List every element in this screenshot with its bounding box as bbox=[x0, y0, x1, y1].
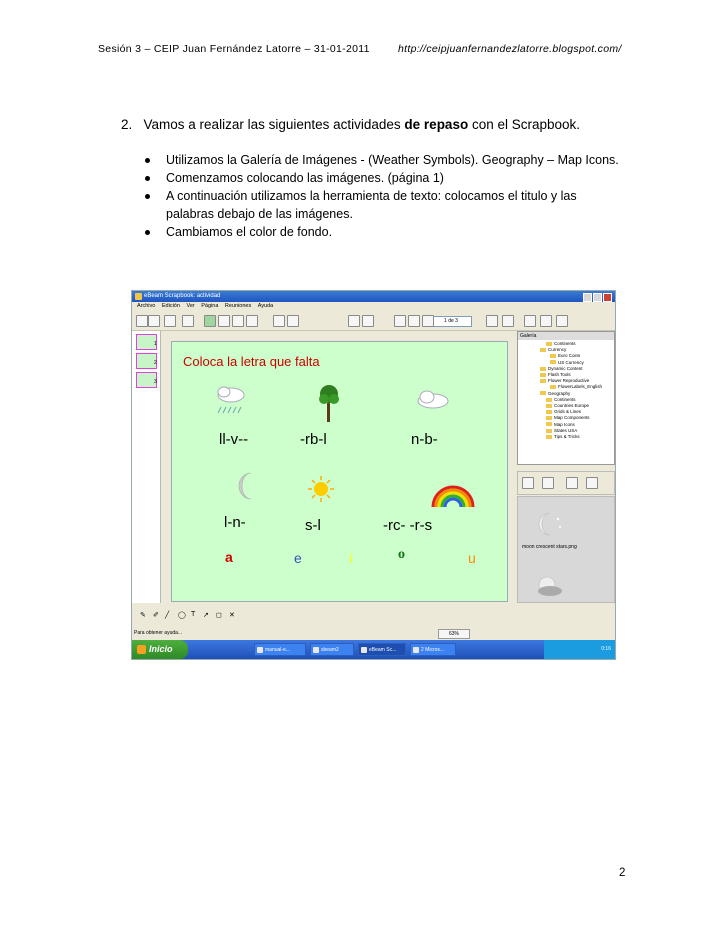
gallery-item[interactable]: Flower Reproductive bbox=[540, 378, 592, 384]
gallery-icon[interactable] bbox=[486, 315, 498, 327]
step-number: 2. bbox=[121, 117, 133, 132]
first-page-icon[interactable] bbox=[273, 315, 285, 327]
pen-icon[interactable]: ✎ bbox=[140, 612, 146, 619]
window-title: eBeam Scrapbook: actividad bbox=[144, 293, 221, 299]
scrapbook-canvas[interactable] bbox=[171, 341, 508, 602]
gallery-item[interactable]: Euro Coins bbox=[550, 353, 602, 359]
menu-bar bbox=[132, 302, 615, 311]
gallery-item[interactable]: Map Icons bbox=[546, 422, 598, 428]
system-tray bbox=[544, 640, 615, 659]
highlighter-icon[interactable]: ✐ bbox=[153, 612, 159, 619]
page-header-url: http://ceipjuanfernandezlatorre.blogspot.com/ bbox=[398, 43, 622, 55]
gallery-item[interactable]: Grids & Lines bbox=[546, 409, 598, 415]
shape-icon[interactable]: ◯ bbox=[178, 612, 186, 619]
gallery-preview-toolbar bbox=[517, 471, 615, 495]
sun-icon[interactable] bbox=[307, 475, 335, 503]
capture-icon[interactable] bbox=[524, 315, 536, 327]
gallery-tree bbox=[524, 341, 603, 440]
gallery-item[interactable]: Countries Europe bbox=[546, 403, 598, 409]
gallery-title: Galería bbox=[518, 332, 614, 340]
letter-e[interactable]: e bbox=[294, 550, 302, 566]
zoom-level: 63% bbox=[438, 629, 470, 639]
letter-a[interactable]: a bbox=[225, 549, 233, 565]
eraser-icon[interactable]: ◻ bbox=[216, 612, 222, 619]
step-text-bold: de repaso bbox=[404, 117, 469, 132]
instruction-item: Utilizamos la Galería de Imágenes - (Weather Symbols). Geography – Map Icons. bbox=[145, 151, 620, 169]
gallery-item[interactable]: Continents bbox=[546, 397, 598, 403]
word-arco-iris[interactable]: -rc- -r-s bbox=[383, 517, 433, 534]
step-text-before: Vamos a realizar las siguientes actividades bbox=[143, 117, 405, 132]
gallery-item[interactable]: Tips & Tricks bbox=[546, 434, 598, 440]
gallery-item[interactable]: FlowerLabels_English bbox=[550, 384, 602, 390]
cloud-icon[interactable] bbox=[415, 387, 451, 409]
close-tool-icon[interactable]: ✕ bbox=[229, 612, 235, 619]
gallery-back-icon[interactable] bbox=[522, 477, 534, 489]
instruction-item: A continuación utilizamos la herramienta de texto: colocamos el titulo y las palabras debajo de las imágenes. bbox=[145, 187, 620, 223]
close-icon[interactable] bbox=[603, 293, 612, 302]
gallery-panel bbox=[517, 331, 615, 465]
gallery-item[interactable]: Continents bbox=[546, 341, 598, 347]
start-button[interactable]: Inicio bbox=[132, 640, 188, 659]
screen-icon[interactable] bbox=[182, 315, 194, 327]
status-bar bbox=[132, 628, 615, 638]
bullet-icon bbox=[145, 194, 150, 199]
gallery-item[interactable]: Currency bbox=[540, 347, 592, 353]
word-arbol[interactable]: -rb-l bbox=[300, 431, 327, 448]
last-page-icon[interactable] bbox=[362, 315, 374, 327]
task-sbeam[interactable]: sbeam2 bbox=[310, 643, 354, 656]
task-word[interactable]: 2 Micros... bbox=[410, 643, 456, 656]
add-page-icon[interactable] bbox=[204, 315, 216, 327]
gallery-import-icon[interactable] bbox=[566, 477, 578, 489]
instruction-list bbox=[145, 151, 620, 241]
drawing-toolbar bbox=[132, 611, 615, 621]
moon-stars-thumb-icon[interactable] bbox=[534, 511, 564, 537]
view-icon[interactable] bbox=[164, 315, 176, 327]
rain-cloud-icon[interactable] bbox=[214, 383, 254, 415]
task-ebeam[interactable]: eBeam Sc... bbox=[358, 643, 406, 656]
slide-thumbnails: 1 2 3 bbox=[132, 331, 161, 603]
moon-cloud-thumb-icon[interactable] bbox=[534, 575, 564, 599]
images-icon[interactable] bbox=[502, 315, 514, 327]
clear-icon[interactable] bbox=[422, 315, 434, 327]
gallery-item[interactable]: States USA bbox=[546, 428, 598, 434]
minimize-icon[interactable] bbox=[583, 293, 592, 302]
canvas-title: Coloca la letra que falta bbox=[183, 354, 320, 369]
gallery-item[interactable]: Flash Tools bbox=[540, 372, 592, 378]
menu-edicion[interactable]: Edición bbox=[161, 303, 180, 309]
gallery-delete-icon[interactable] bbox=[542, 477, 554, 489]
delete-page-icon[interactable] bbox=[246, 315, 258, 327]
gallery-item[interactable]: Dynamic Content bbox=[540, 366, 592, 372]
windows-logo-icon bbox=[137, 645, 146, 654]
bullet-icon bbox=[145, 230, 150, 235]
bullet-icon bbox=[145, 158, 150, 163]
tree-icon[interactable] bbox=[317, 383, 341, 423]
gallery-item[interactable]: Map Components bbox=[546, 415, 598, 421]
undo-icon[interactable] bbox=[394, 315, 406, 327]
prev-page-icon[interactable] bbox=[287, 315, 299, 327]
word-lluvia[interactable]: ll-v-- bbox=[219, 431, 249, 448]
moon-icon[interactable] bbox=[237, 471, 257, 501]
letter-i[interactable]: i bbox=[349, 550, 353, 566]
word-sol[interactable]: s-l bbox=[305, 517, 321, 534]
window-titlebar bbox=[132, 291, 615, 302]
paste-page-icon[interactable] bbox=[232, 315, 244, 327]
instruction-item: Cambiamos el color de fondo. bbox=[145, 223, 620, 241]
windows-taskbar bbox=[132, 640, 615, 659]
page-header-left: Sesión 3 – CEIP Juan Fernández Latorre – 31-01-2011 bbox=[98, 43, 370, 55]
bullet-icon bbox=[145, 176, 150, 181]
menu-reuniones[interactable]: Reuniones bbox=[224, 303, 252, 309]
toolbar bbox=[132, 312, 615, 331]
select-icon[interactable]: ↗ bbox=[203, 612, 209, 619]
preview-label: moon crescent stars.png bbox=[522, 544, 577, 550]
status-help: Para obtener ayuda... bbox=[134, 630, 183, 636]
gallery-item[interactable]: Geography bbox=[540, 391, 592, 397]
menu-pagina[interactable]: Página bbox=[201, 303, 219, 309]
instruction-item: Comenzamos colocando las imágenes. (página 1) bbox=[145, 169, 620, 187]
gallery-export-icon[interactable] bbox=[586, 477, 598, 489]
menu-archivo[interactable]: Archivo bbox=[137, 303, 156, 309]
scrapbook-screenshot bbox=[131, 290, 616, 660]
copy-page-icon[interactable] bbox=[218, 315, 230, 327]
page-indicator: 1 de 3 bbox=[430, 316, 472, 327]
redo-icon[interactable] bbox=[408, 315, 420, 327]
word-luna[interactable]: l-n- bbox=[224, 514, 246, 531]
letter-u[interactable]: u bbox=[468, 550, 476, 566]
gallery-preview bbox=[517, 496, 615, 603]
line-icon[interactable]: ╱ bbox=[165, 612, 170, 619]
letter-o[interactable]: o bbox=[398, 547, 405, 562]
menu-ver[interactable]: Ver bbox=[186, 303, 195, 309]
clock: 0:16 bbox=[601, 646, 611, 652]
word-nube[interactable]: n-b- bbox=[411, 431, 438, 448]
share-icon[interactable] bbox=[540, 315, 552, 327]
text-tool-icon[interactable]: T bbox=[191, 611, 196, 618]
new-icon[interactable] bbox=[136, 315, 148, 327]
maximize-icon[interactable] bbox=[593, 293, 602, 302]
step-text-after: con el Scrapbook. bbox=[468, 117, 581, 132]
gallery-item[interactable]: US Currency bbox=[550, 360, 602, 366]
menu-ayuda[interactable]: Ayuda bbox=[257, 303, 274, 309]
app-icon bbox=[135, 293, 142, 300]
page-number: 2 bbox=[619, 867, 626, 879]
rainbow-icon[interactable] bbox=[431, 484, 475, 508]
open-icon[interactable] bbox=[148, 315, 160, 327]
step-heading bbox=[121, 117, 580, 132]
settings-icon[interactable] bbox=[556, 315, 568, 327]
next-page-icon[interactable] bbox=[348, 315, 360, 327]
task-manual[interactable]: manual-e... bbox=[254, 643, 306, 656]
